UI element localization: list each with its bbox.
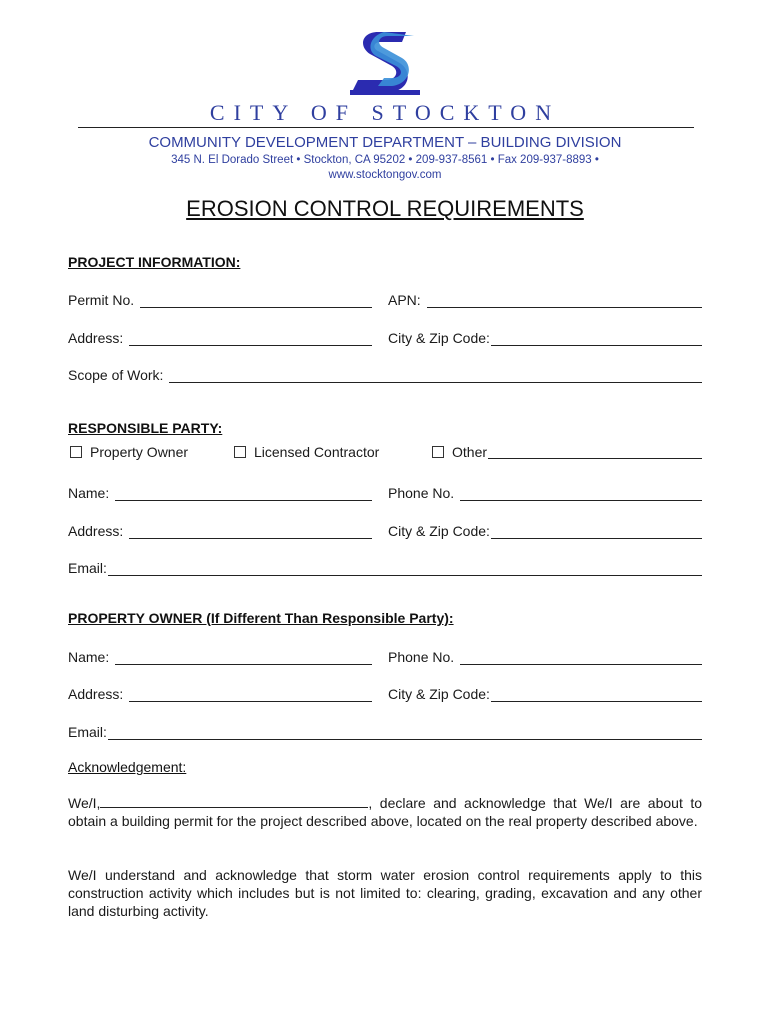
rp-city-zip-label: City & Zip Code: [388,523,490,539]
po-address-label: Address: [68,686,124,702]
scope-of-work-input[interactable] [169,369,702,383]
project-city-zip-field[interactable] [388,328,702,346]
permit-label: Permit No. [68,292,135,308]
acknowledgement-heading: Acknowledgement: [68,759,187,775]
declaration-prefix: We/I, [68,795,101,811]
po-address-input[interactable] [129,688,372,702]
licensed-contractor-checkbox[interactable] [234,446,246,458]
city-logo-icon [348,26,424,98]
department-name: COMMUNITY DEVELOPMENT DEPARTMENT – BUILDING DIVISION [148,134,622,151]
other-checkbox[interactable] [432,446,444,458]
licensed-contractor-label: Licensed Contractor [254,444,380,460]
declarant-name-input[interactable] [100,794,368,808]
apn-input[interactable] [427,294,702,308]
project-address-label: Address: [68,330,124,346]
project-address-input[interactable] [129,332,372,346]
rp-name-label: Name: [68,485,110,501]
po-phone-field[interactable] [388,647,702,665]
po-email-input[interactable] [108,726,702,740]
option-licensed-contractor[interactable] [234,444,379,460]
address-line: 345 N. El Dorado Street • Stockton, CA 95202 • 209-937-8561 • Fax 209-937-8893 • [171,154,599,166]
po-city-zip-input[interactable] [491,688,702,702]
po-city-zip-field[interactable] [388,684,702,702]
po-address-field[interactable] [68,684,372,702]
project-city-zip-input[interactable] [491,332,702,346]
rp-email-field[interactable] [68,558,702,576]
option-property-owner[interactable] [70,444,188,460]
po-city-zip-label: City & Zip Code: [388,686,490,702]
po-email-label: Email: [68,724,107,740]
website-link[interactable]: www.stocktongov.com [328,169,442,181]
rp-phone-field[interactable] [388,483,702,501]
po-phone-input[interactable] [460,651,702,665]
property-owner-label: Property Owner [90,444,189,460]
property-owner-checkbox[interactable] [70,446,82,458]
po-name-input[interactable] [115,651,372,665]
project-city-zip-label: City & Zip Code: [388,330,490,346]
scope-of-work-field[interactable] [68,365,702,383]
header-divider [78,127,694,128]
po-name-field[interactable] [68,647,372,665]
permit-input[interactable] [140,294,372,308]
rp-phone-input[interactable] [460,487,702,501]
rp-phone-label: Phone No. [388,485,455,501]
option-other[interactable] [432,444,702,460]
apn-field[interactable] [388,290,702,308]
other-label: Other [452,444,488,460]
acknowledgement-paragraph-2: We/I understand and acknowledge that storm water erosion control requirements apply to this construction activity which includes but is not limited to: clearing, grading, excavation and any other land disturbing activity. [68,867,702,919]
po-name-label: Name: [68,649,110,665]
rp-address-field[interactable] [68,521,372,539]
po-phone-label: Phone No. [388,649,455,665]
page-title: EROSION CONTROL REQUIREMENTS [186,196,584,221]
responsible-party-heading: RESPONSIBLE PARTY: [68,420,223,436]
rp-city-zip-field[interactable] [388,521,702,539]
rp-email-label: Email: [68,560,107,576]
permit-field[interactable] [68,290,372,308]
project-information-heading: PROJECT INFORMATION: [68,254,241,270]
rp-name-input[interactable] [115,487,372,501]
rp-city-zip-input[interactable] [491,525,702,539]
rp-address-input[interactable] [129,525,372,539]
rp-email-input[interactable] [108,562,702,576]
scope-of-work-label: Scope of Work: [68,367,164,383]
department-address [0,153,770,183]
rp-address-label: Address: [68,523,124,539]
acknowledgement-declaration [68,794,702,830]
property-owner-heading: PROPERTY OWNER (If Different Than Responsible Party): [68,610,454,626]
project-address-field[interactable] [68,328,372,346]
city-name: CITY OF STOCKTON [209,100,561,125]
apn-label: APN: [388,292,421,308]
po-email-field[interactable] [68,722,702,740]
rp-name-field[interactable] [68,483,372,501]
declaration-text: , declare and acknowledge that We/I are about to obtain a building permit for the project described above, located on the real property described above. [68,795,702,829]
other-input[interactable] [488,445,702,459]
